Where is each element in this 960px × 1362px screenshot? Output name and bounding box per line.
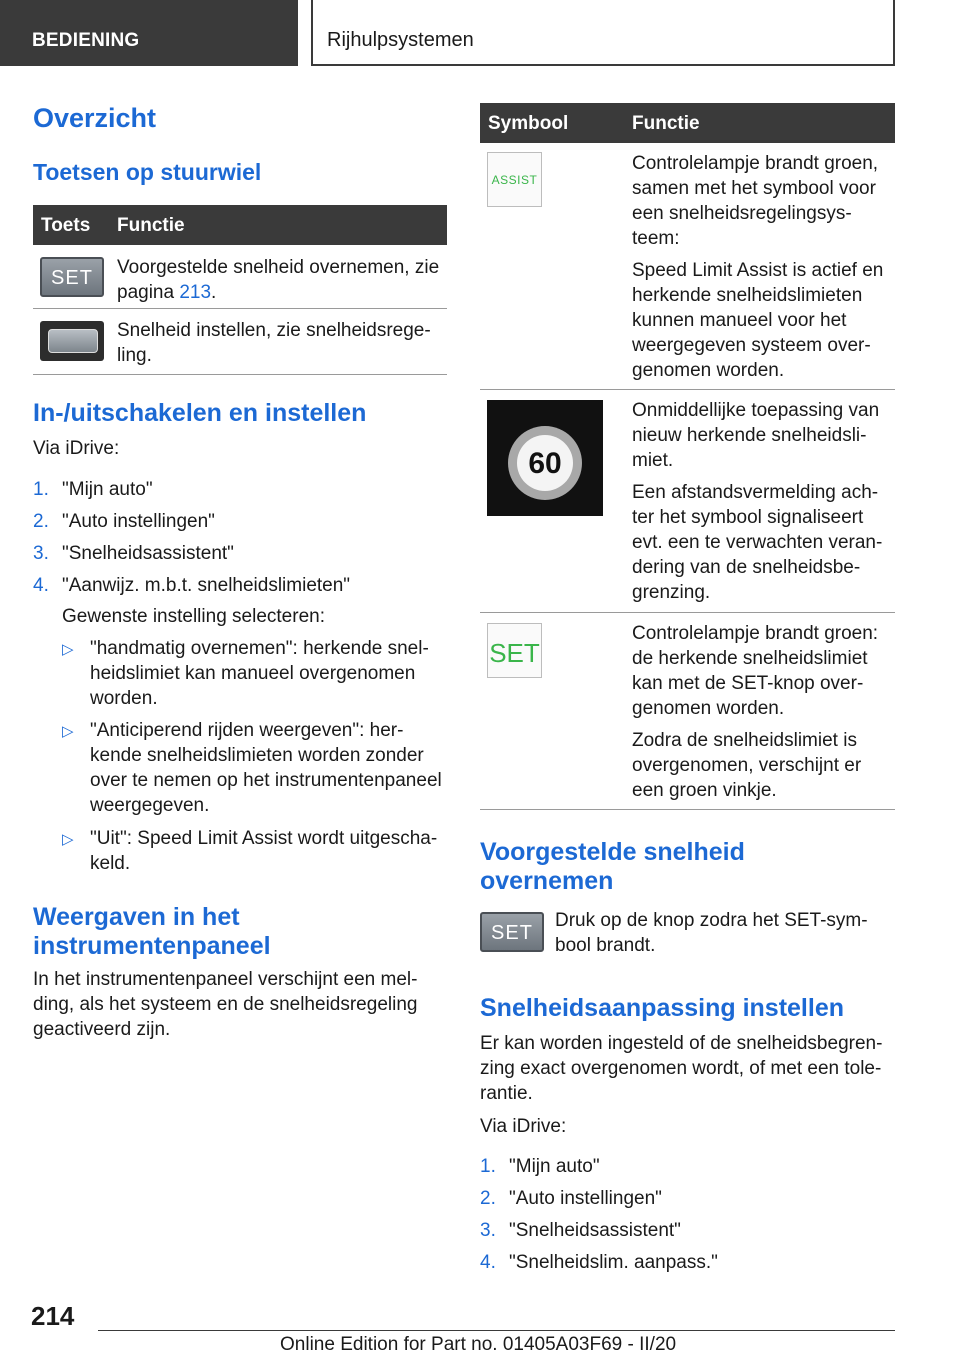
via-idrive: Via iDrive: [480, 1116, 567, 1137]
speed-limit-60-icon: 60 [487, 400, 603, 516]
symbol-table [480, 103, 895, 810]
row-function-text: Onmiddellijke toepassing van nieuw herkende snelheidsli- miet. Een afstandsvermelding ach- ter het symbool signaliseert evt. een te verwachten veran- dering van de snelheidsbe- grenzing. [632, 400, 883, 603]
adopt-text: Druk op de knop zodra het SET-sym- bool brandt. [555, 910, 868, 956]
display-title: Weergaven in het instrumentenpaneel [33, 903, 271, 960]
table-header [33, 205, 447, 245]
header-chapter-tab [311, 0, 895, 66]
triangle-bullet-icon: ▷ [62, 641, 74, 658]
table-row [480, 143, 895, 390]
switch-title: In-/uitschakelen en instellen [33, 399, 367, 427]
assist-symbol-icon: ASSIST [487, 152, 542, 207]
col-header-symbol: Symbool [488, 113, 569, 134]
adjust-title: Snelheidsaanpassing instellen [480, 994, 845, 1022]
subsection-title: Toetsen op stuurwiel [33, 159, 262, 185]
adopt-title: Voorgestelde snelheid overnemen [480, 838, 745, 895]
header-section: BEDIENING [32, 30, 140, 51]
row-function-text: Voorgestelde snelheid overnemen, zie pagina 213. [117, 257, 440, 303]
col-header-function: Functie [117, 215, 185, 236]
set-key-icon: SET [40, 257, 104, 297]
set-symbol-icon: SET [487, 623, 542, 678]
table-row [33, 309, 447, 375]
row-function-text: Snelheid instellen, zie snelheidsrege- ling. [117, 320, 431, 366]
footer-edition: Online Edition for Part no. 01405A03F69 - II/20 [280, 1334, 677, 1355]
speed-rocker-icon [40, 321, 104, 361]
table-row [480, 390, 895, 613]
triangle-bullet-icon: ▷ [62, 723, 74, 740]
header-section-tab [0, 0, 298, 66]
table-row [33, 245, 447, 309]
set-key-icon: SET [480, 912, 544, 952]
display-text: In het instrumentenpaneel verschijnt een mel- ding, als het systeem en de snelheidsregeling geactiveerd zijn. [33, 969, 418, 1040]
page-link[interactable]: 213 [179, 282, 212, 303]
page-number: 214 [31, 1301, 75, 1331]
row-function-text: Controlelampje brandt groen, samen met het symbool voor een snelheidsregelingsys- teem: Speed Limit Assist is actief en herkende snelheidslimieten kunnen manueel voor het weergegeven systeem over- genomen worden. [632, 153, 884, 381]
header-chapter: Rijhulpsystemen [327, 29, 474, 51]
table-header [480, 103, 895, 143]
triangle-bullet-icon: ▷ [62, 831, 74, 848]
adjust-text: Er kan worden ingesteld of de snelheidsbegren- zing exact overgenomen wordt, of met een tole- rantie. [480, 1033, 883, 1104]
keys-table [33, 205, 447, 375]
via-idrive: Via iDrive: [33, 438, 120, 459]
col-header-key: Toets [41, 215, 91, 236]
choose-text: Gewenste instelling selecteren: [62, 606, 325, 627]
col-header-function: Functie [632, 113, 700, 134]
section-title: Overzicht [33, 103, 157, 133]
row-function-text: Controlelampje brandt groen: de herkende snelheidslimiet kan met de SET-knop over- genomen worden. Zodra de snelheidslimiet is overgenomen, verschijnt er een groen vinkje. [632, 623, 879, 801]
table-row [480, 613, 895, 810]
footer-divider [98, 1330, 895, 1331]
